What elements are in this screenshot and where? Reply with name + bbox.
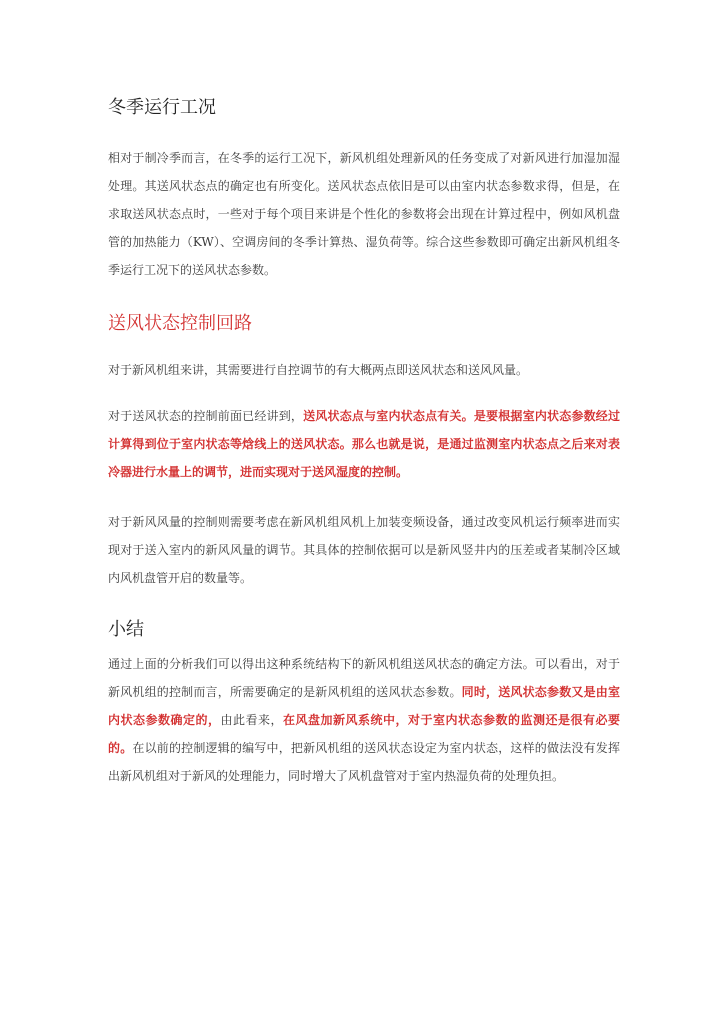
highlighted-text: 在风盘加新风系统中，对于室内状态参数的监测还是很有必要的。: [108, 713, 620, 755]
paragraph-winter-operation: 相对于制冷季而言，在冬季的运行工况下，新风机组处理新风的任务变成了对新风进行加湿加湿处理。其送风状态点的确定也有所变化。送风状态点依旧是可以由室内状态参数求得，但是，在求取送风状态点时，一些对于每个项目来讲是个性化的参数将会出现在计算过程中，例如风机盘管的加热能力（KW）、空调房间的冬季计算热、湿负荷等。综合这些参数即可确定出新风机组冬季运行工况下的送风状态参数。: [108, 151, 620, 277]
text-run: 对于送风状态的控制前面已经讲到，: [108, 409, 304, 423]
paragraph-supply-state-control: [108, 402, 620, 486]
heading-winter-operation: 冬季运行工况: [108, 97, 216, 118]
text-run: 在以前的控制逻辑的编写中，把新风机组的送风状态设定为室内状态，这样的做法没有发挥出新风机组对于新风的处理能力，同时增大了风机盘管对于室内热湿负荷的处理负担。: [108, 741, 620, 783]
highlighted-text: 同时，送风状态参数又是由室内状态参数确定的，: [108, 685, 620, 727]
paragraph-summary: [108, 650, 620, 790]
heading-supply-air-control: 送风状态控制回路: [108, 313, 252, 334]
paragraph-control-overview: 对于新风机组来讲，其需要进行自控调节的有大概两点即送风状态和送风风量。: [108, 363, 529, 377]
heading-summary: 小结: [108, 619, 144, 640]
highlighted-text: 送风状态点与室内状态点有关。是要根据室内状态参数经过计算得到位于室内状态等焓线上的送风状态。那么也就是说，是通过监测室内状态点之后来对表冷器进行水量上的调节，进而实现对于送风湿度的控制。: [108, 409, 620, 479]
text-run: 通过上面的分析我们可以得出这种系统结构下的新风机组送风状态的确定方法。可以看出，对于新风机组的控制而言，所需要确定的是新风机组的送风状态参数。: [108, 657, 620, 699]
paragraph-airflow-control: 对于新风风量的控制则需要考虑在新风机组风机上加装变频设备，通过改变风机运行频率进而实现对于送入室内的新风风量的调节。其具体的控制依据可以是新风竖井内的压差或者某制冷区域内风机盘管开启的数量等。: [108, 515, 620, 585]
text-run: 由此看来，: [220, 713, 283, 727]
